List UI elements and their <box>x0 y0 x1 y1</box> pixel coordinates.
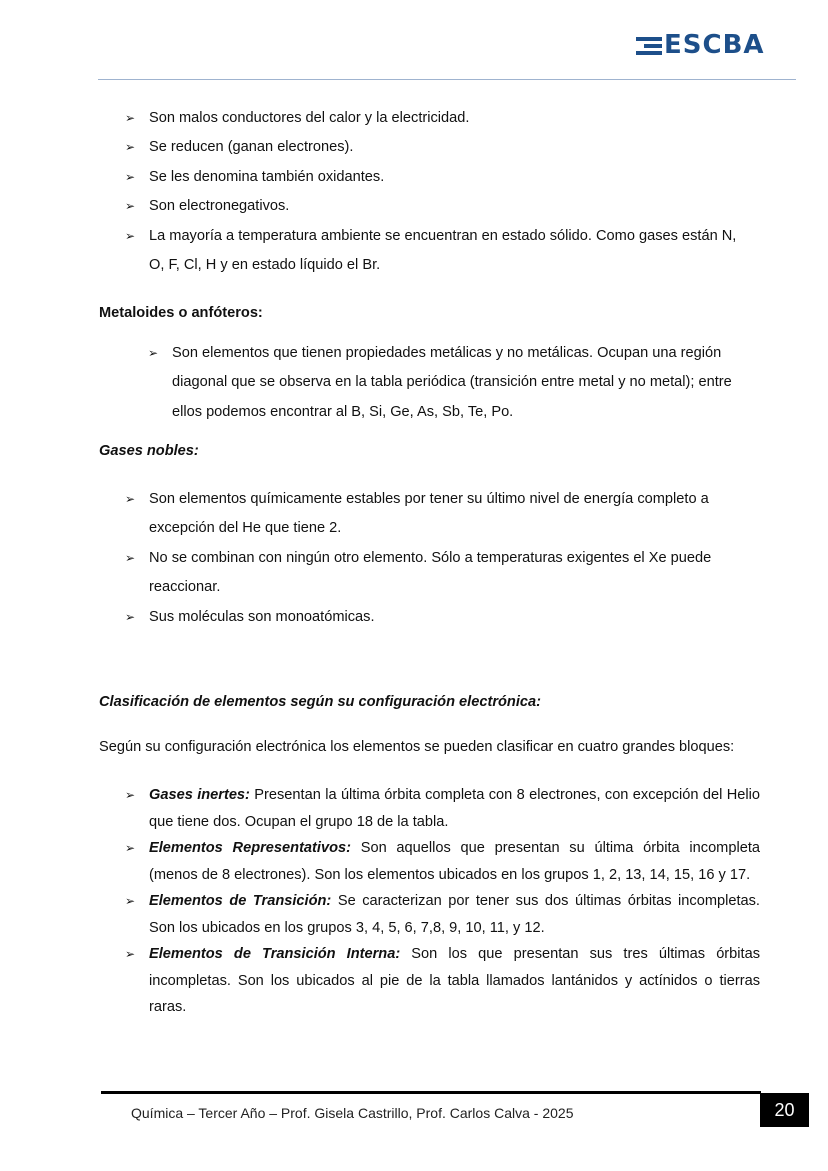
bullet-arrow-icon: ➢ <box>125 609 136 624</box>
list-item-text: Son elementos que tienen propiedades metálicas y no metálicas. Ocupan una región diagonal que se observa en la tabla periódica (transición entre metal y no metal); entre ellos podemos encontrar al B, Si, Ge, As, Sb, Te, Po. <box>172 345 732 420</box>
bullet-arrow-icon: ➢ <box>125 947 136 961</box>
definition: Se caracterizan por tener sus dos últimas órbitas incompletas. Son los ubicados en los grupos 3, 4, 5, 6, 7,8, 9, 10, 11, y 12. <box>149 893 760 936</box>
header-divider <box>98 79 796 80</box>
list-item <box>125 222 755 281</box>
bullet-arrow-icon: ➢ <box>125 894 136 908</box>
list-item-text: Son electronegativos. <box>149 198 290 215</box>
list-item <box>148 339 753 427</box>
list-item <box>125 485 745 544</box>
noble-gases-list <box>125 485 745 632</box>
list-item-text: Se les denomina también oxidantes. <box>149 168 385 185</box>
classification-list <box>125 782 760 1021</box>
list-item <box>125 835 760 888</box>
noble-gases-heading: Gases nobles: <box>99 443 199 459</box>
term: Gases inertes: <box>149 787 250 803</box>
term: Elementos de Transición Interna: <box>149 946 401 962</box>
metalloids-heading: Metaloides o anfóteros: <box>99 305 263 321</box>
definition: Son los que presentan sus tres últimas órbitas incompletas. Son los ubicados al pie de la tabla llamados lantánidos y actínidos o tierras raras. <box>149 946 760 1015</box>
list-item <box>125 941 760 1021</box>
bullet-arrow-icon: ➢ <box>125 140 136 155</box>
list-item <box>125 603 745 632</box>
list-item-text: Son elementos químicamente estables por tener su último nivel de energía completo a excepción del He que tiene 2. <box>149 491 709 537</box>
list-item-text: Son malos conductores del calor y la electricidad. <box>149 110 470 126</box>
bullet-arrow-icon: ➢ <box>125 550 136 565</box>
metalloids-list <box>148 339 753 427</box>
classification-heading: Clasificación de elementos según su configuración electrónica: <box>99 694 541 710</box>
definition: Son aquellos que presentan su última órbita incompleta (menos de 8 electrones). Son los elementos ubicados en los grupos 1, 2, 13, 14, 15, 16 y 17. <box>149 840 760 883</box>
list-item-text: Se reducen (ganan electrones). <box>149 139 354 156</box>
list-item-text: La mayoría a temperatura ambiente se encuentran en estado sólido. Como gases están N, O, F, Cl, H y en estado líquido el Br. <box>149 227 737 274</box>
list-item <box>125 888 760 941</box>
term: Elementos Representativos: <box>149 840 351 856</box>
bullet-arrow-icon: ➢ <box>125 841 136 855</box>
classification-intro: Según su configuración electrónica los elementos se pueden clasificar en cuatro grandes bloques: <box>99 739 735 755</box>
footer-text: Química – Tercer Año – Prof. Gisela Castrillo, Prof. Carlos Calva - 2025 <box>131 1105 574 1121</box>
nonmetals-list <box>125 104 755 280</box>
list-item <box>125 782 760 835</box>
list-item <box>125 192 755 221</box>
bullet-arrow-icon: ➢ <box>148 346 159 360</box>
list-item-text: No se combinan con ningún otro elemento. Sólo a temperaturas exigentes el Xe puede reaccionar. <box>149 549 712 596</box>
bullet-arrow-icon: ➢ <box>125 199 136 214</box>
list-item <box>125 104 755 133</box>
list-item <box>125 133 755 162</box>
bullet-arrow-icon: ➢ <box>125 492 136 506</box>
page-number: 20 <box>760 1093 809 1127</box>
logo-bars-icon <box>636 34 662 58</box>
footer-divider <box>101 1091 761 1094</box>
bullet-arrow-icon: ➢ <box>125 169 136 184</box>
list-item-text: Sus moléculas son monoatómicas. <box>149 608 375 625</box>
definition: Presentan la última órbita completa con 8 electrones, con excepción del Helio que tiene dos. Ocupan el grupo 18 de la tabla. <box>149 787 761 830</box>
bullet-arrow-icon: ➢ <box>125 228 136 243</box>
logo-text: ESCBA <box>664 30 765 60</box>
list-item <box>125 163 755 192</box>
school-logo <box>636 30 765 60</box>
list-item <box>125 544 745 603</box>
bullet-arrow-icon: ➢ <box>125 111 136 125</box>
bullet-arrow-icon: ➢ <box>125 788 136 802</box>
term: Elementos de Transición: <box>149 893 332 909</box>
